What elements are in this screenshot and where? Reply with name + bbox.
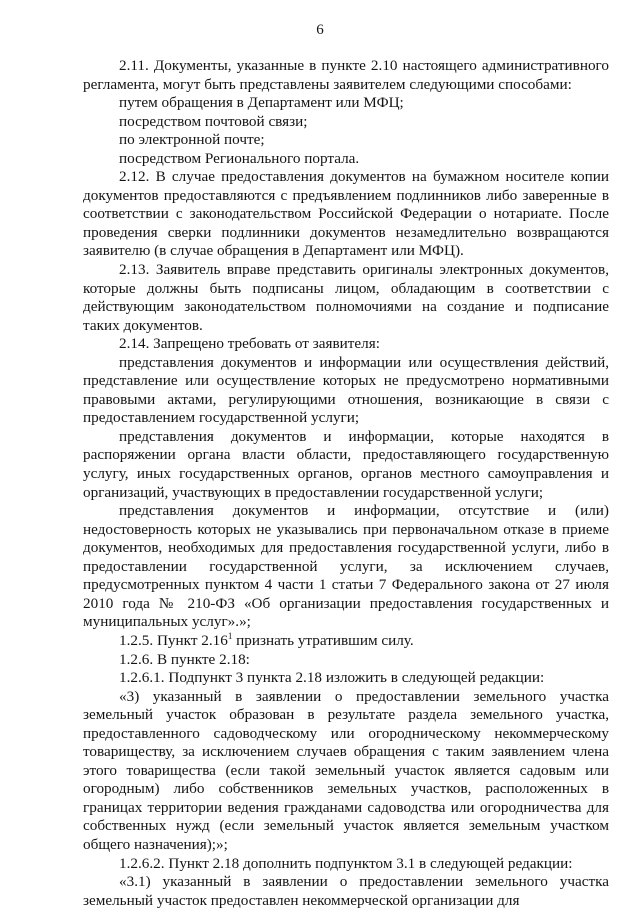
paragraph-2-11: 2.11. Документы, указанные в пункте 2.10 настоящего административного регламента, могут быть представлены заявителем следующими способами: [83,57,609,93]
page-number: 6 [316,22,324,38]
paragraph-2-12: 2.12. В случае предоставления документов на бумажном носителе копии документов предоставляются с предъявлением подлинников либо заверенные в соответствии с законодательством Российской Федерации о нотариате. После проведения сверки подлинники документов незамедлительно возвращаются заявителю (в случае обращения в Департамент или МФЦ). [83,168,609,260]
paragraph-1-2-6: 1.2.6. В пункте 2.18: [119,650,250,668]
superscript-mark: 1 [227,630,233,641]
paragraph-1-2-5 [83,632,609,651]
paragraph-1-2-5-tail: признать утратившим силу. [232,631,414,649]
list-item-email: по электронной почте; [119,131,265,149]
list-item-dept-mfc: путем обращения в Департамент или МФЦ; [119,94,404,112]
paragraph-1-2-6-2: 1.2.6.2. Пункт 2.18 дополнить подпунктом 3.1 в следующей редакции: [119,854,573,872]
paragraph-1-2-5-text: 1.2.5. Пункт 2.16 [119,631,228,649]
paragraph-2-14: 2.14. Запрещено требовать от заявителя: [119,335,380,353]
subclause-3: «3) указанный в заявлении о предоставлении земельного участка земельный участок образован в результате раздела земельного участка, предоставленного садоводческому или огородническому некоммерческому товариществу, за исключением случаев обращения с таким заявлением члена этого товарищества (если такой земельный участок является садовым или огородным) либо собственников земельных участков, расположенных в границах территории ведения гражданами садоводства или огородничества для собственных нужд (если земельный участок является земельным участком общего назначения);»; [83,687,609,853]
paragraph-2-14-item-3: представления документов и информации, отсутствие и (или) недостоверность которых не указывались при первоначальном отказе в приеме документов, необходимых для предоставления государственной услуги, либо в предоставлении государственной услуги, за исключением случаев, предусмотренных пунктом 4 части 1 статьи 7 Федерального закона от 27 июля 2010 года № 210-ФЗ «Об организации предоставления государственных и муниципальных услуг».»; [83,502,609,631]
paragraph-1-2-6-1: 1.2.6.1. Подпункт 3 пункта 2.18 изложить в следующей редакции: [119,669,545,687]
paragraph-2-14-item-1: представления документов и информации или осуществления действий, представление или осуществление которых не предусмотрено нормативными правовыми актами, регулирующими отношения, возникающие в связи с предоставлением государственной услуги; [83,353,609,427]
document-body [83,57,609,910]
subclause-3-1: «3.1) указанный в заявлении о предоставлении земельного участка земельный участок предоставлен некоммерческой организации для [83,873,609,909]
list-item-portal: посредством Регионального портала. [119,149,360,167]
list-item-post: посредством почтовой связи; [119,112,308,130]
paragraph-2-13: 2.13. Заявитель вправе представить оригиналы электронных документов, которые должны быть подписаны лицом, обладающим в соответствии с действующим законодательством полномочиями на создание и подписание таких документов. [83,261,609,334]
paragraph-2-14-item-2: представления документов и информации, которые находятся в распоряжении органа власти области, предоставляющего государственную услугу, иных государственных органов, органов местного самоуправления и организаций, участвующих в предоставлении государственной услуги; [83,427,609,501]
